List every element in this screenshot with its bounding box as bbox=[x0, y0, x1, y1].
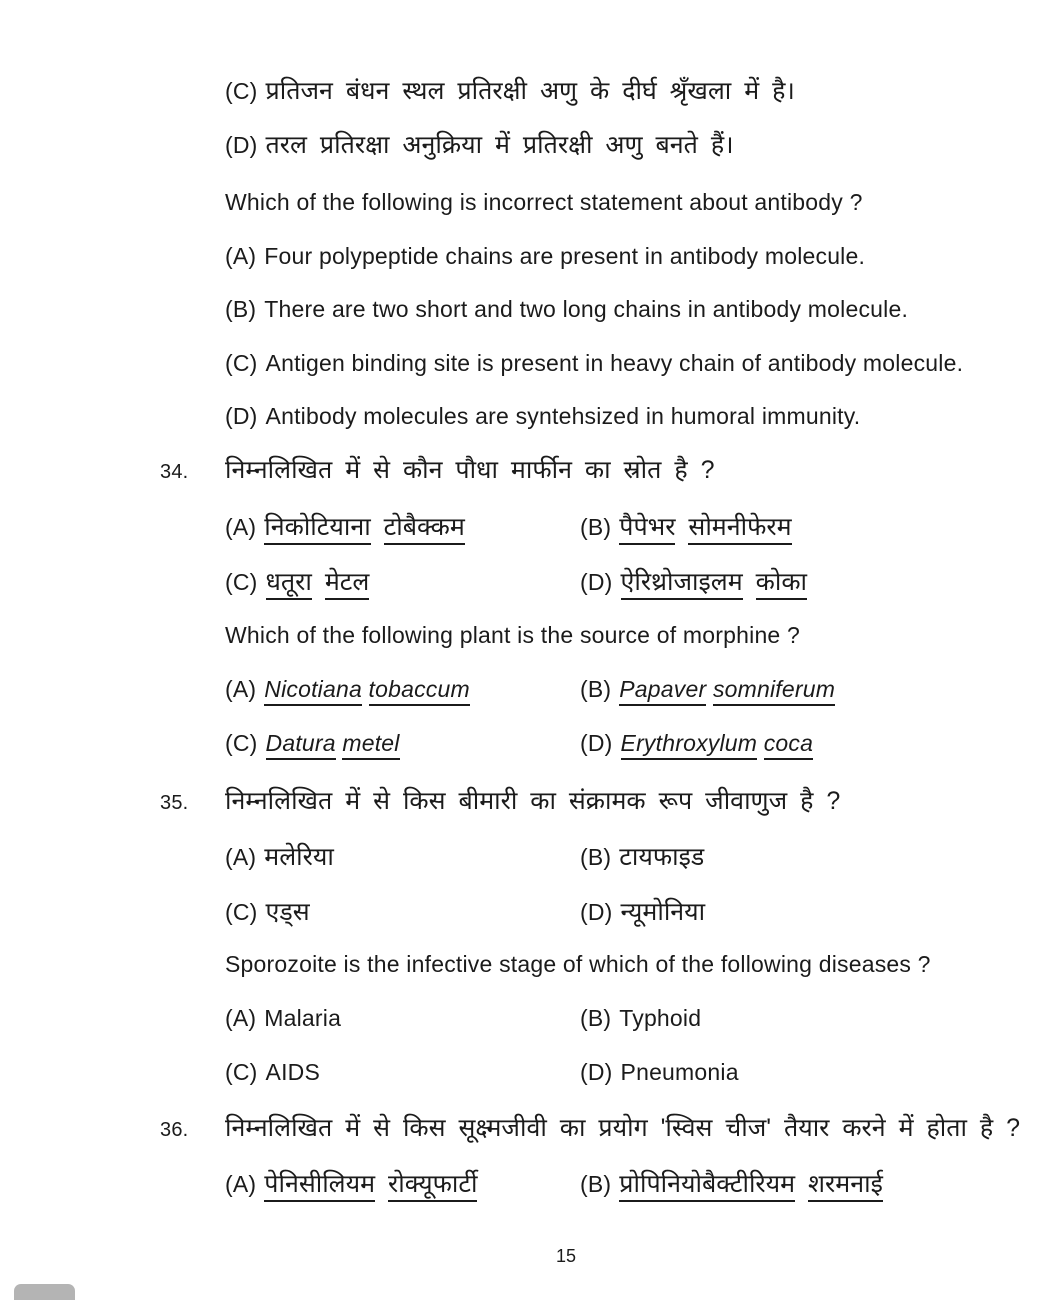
option-label: (B) bbox=[580, 676, 612, 702]
option-35c-english bbox=[225, 1059, 320, 1086]
option-text: Papaver somniferum bbox=[619, 676, 835, 706]
option-text: प्रतिजन बंधन स्थल प्रतिरक्षी अणु के दीर्घ श्रृँखला में है। bbox=[265, 77, 795, 105]
option-label: (C) bbox=[225, 78, 258, 104]
question-35-english: Sporozoite is the infective stage of which of the following diseases ? bbox=[225, 951, 931, 977]
option-label: (D) bbox=[225, 132, 258, 158]
option-34d-english bbox=[580, 730, 813, 757]
option-text: There are two short and two long chains in antibody molecule. bbox=[264, 296, 909, 322]
option-35d-english bbox=[580, 1059, 739, 1086]
option-text: Nicotiana tobaccum bbox=[264, 676, 470, 706]
option-text: पैपेभर सोमनीफेरम bbox=[619, 513, 791, 545]
option-35c-hindi bbox=[225, 894, 310, 928]
option-text: प्रोपिनियोबैक्टीरियम शरमनाई bbox=[619, 1170, 883, 1202]
question-33-english: Which of the following is incorrect statement about antibody ? bbox=[225, 189, 863, 215]
option-label: (C) bbox=[225, 569, 258, 595]
option-label: (D) bbox=[580, 899, 613, 925]
question-text: निम्नलिखित में से किस बीमारी का संक्रामक रूप जीवाणुज है ? bbox=[225, 787, 841, 815]
question-36-hindi bbox=[160, 1110, 1020, 1144]
option-text: न्यूमोनिया bbox=[620, 898, 706, 926]
option-label: (D) bbox=[580, 730, 613, 756]
option-text: Antibody molecules are syntehsized in humoral immunity. bbox=[265, 403, 861, 429]
option-text: Antigen binding site is present in heavy chain of antibody molecule. bbox=[265, 350, 964, 376]
question-35-hindi bbox=[160, 783, 840, 817]
option-label: (A) bbox=[225, 1171, 257, 1197]
option-label: (A) bbox=[225, 676, 257, 702]
option-34c-hindi bbox=[225, 564, 369, 598]
option-label: (B) bbox=[580, 844, 612, 870]
option-34d-hindi bbox=[580, 564, 807, 598]
option-34c-english bbox=[225, 730, 400, 757]
question-34-english: Which of the following plant is the source of morphine ? bbox=[225, 622, 801, 648]
option-text: Four polypeptide chains are present in antibody molecule. bbox=[264, 243, 866, 269]
option-text: Malaria bbox=[264, 1005, 342, 1031]
option-text: धतूरा मेटल bbox=[266, 568, 370, 600]
option-label: (C) bbox=[225, 899, 258, 925]
option-label: (B) bbox=[580, 514, 612, 540]
option-text: पेनिसीलियम रोक्यूफार्टी bbox=[264, 1170, 477, 1202]
option-label: (B) bbox=[225, 296, 257, 322]
option-label: (A) bbox=[225, 844, 257, 870]
option-35d-hindi bbox=[580, 894, 705, 928]
option-33c-hindi bbox=[225, 73, 795, 107]
option-33b-english bbox=[225, 296, 908, 323]
question-number: 34. bbox=[160, 461, 189, 483]
option-text: Erythroxylum coca bbox=[621, 730, 814, 760]
question-number: 36. bbox=[160, 1119, 189, 1141]
option-label: (A) bbox=[225, 1005, 257, 1031]
option-label: (D) bbox=[580, 1059, 613, 1085]
option-35b-hindi bbox=[580, 839, 704, 873]
option-text: Pneumonia bbox=[620, 1059, 739, 1085]
footer-tab-shape bbox=[14, 1284, 75, 1300]
option-label: (C) bbox=[225, 350, 258, 376]
question-number: 35. bbox=[160, 792, 189, 814]
option-label: (B) bbox=[580, 1171, 612, 1197]
option-33d-hindi bbox=[225, 127, 734, 161]
option-label: (C) bbox=[225, 730, 258, 756]
option-label: (B) bbox=[580, 1005, 612, 1031]
option-label: (A) bbox=[225, 514, 257, 540]
option-label: (D) bbox=[580, 569, 613, 595]
option-text: ऐरिथ्रोजाइलम कोका bbox=[621, 568, 808, 600]
option-label: (A) bbox=[225, 243, 257, 269]
question-text: निम्नलिखित में से किस सूक्ष्मजीवी का प्रयोग 'स्विस चीज' तैयार करने में होता है ? bbox=[225, 1114, 1021, 1142]
option-text: मलेरिया bbox=[264, 843, 334, 871]
page-number: 15 bbox=[556, 1246, 577, 1266]
option-36a-hindi bbox=[225, 1166, 477, 1200]
option-34b-english bbox=[580, 676, 835, 703]
option-35a-hindi bbox=[225, 839, 334, 873]
option-text: एड्स bbox=[265, 898, 310, 926]
option-33c-english bbox=[225, 350, 963, 377]
option-text: AIDS bbox=[265, 1059, 321, 1085]
option-text: निकोटियाना टोबैक्कम bbox=[264, 513, 465, 545]
question-34-hindi bbox=[160, 452, 714, 486]
option-36b-hindi bbox=[580, 1166, 883, 1200]
option-text: Datura metel bbox=[266, 730, 400, 760]
option-text: टायफाइड bbox=[619, 843, 705, 871]
option-34a-hindi bbox=[225, 509, 465, 543]
option-33d-english bbox=[225, 403, 860, 430]
option-text: Typhoid bbox=[619, 1005, 702, 1031]
option-34b-hindi bbox=[580, 509, 792, 543]
option-35b-english bbox=[580, 1005, 701, 1032]
option-label: (D) bbox=[225, 403, 258, 429]
question-text: निम्नलिखित में से कौन पौधा मार्फीन का स्रोत है ? bbox=[225, 456, 715, 484]
option-34a-english bbox=[225, 676, 470, 703]
option-text: तरल प्रतिरक्षा अनुक्रिया में प्रतिरक्षी अणु बनते हैं। bbox=[265, 131, 734, 159]
option-35a-english bbox=[225, 1005, 341, 1032]
option-label: (C) bbox=[225, 1059, 258, 1085]
option-33a-english bbox=[225, 243, 865, 270]
